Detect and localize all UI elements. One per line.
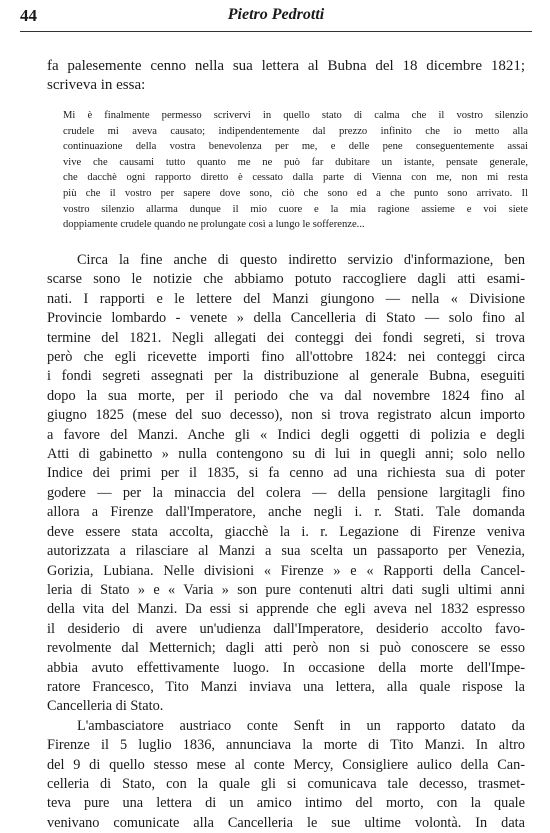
text-line: della vita del Manzi. Da essi si apprende che egli aveva nel 1832 espresso (47, 601, 525, 618)
text-line: a favore del Manzi. Anche gli « Indici degli oggetti di polizia e degli (47, 426, 525, 443)
text-line: Cancelleria di Stato. (47, 698, 164, 715)
text-line: nati. I rapporti e le lettere del Manzi giungono — nella « Divisione (47, 290, 525, 307)
text-line: celleria di Stato, con la quale gli si comunicava tale decesso, trasmet- (47, 775, 525, 792)
text-line: abbia avuto effettivamente luogo. In occasione della morte dell'Impe- (47, 659, 525, 676)
text-line: Gorizia, Lubiana. Nelle divisioni « Firenze » e « Rapporti della Cancel- (47, 562, 525, 579)
quote-line: Mi è finalmente permesso scrivervi in quello stato di calma che il vostro silenzio (63, 110, 528, 121)
text-line: termine del 1821. Negli allegati dei conteggi dei fondi segreti, si trova (47, 329, 525, 346)
text-line: del 9 di quello stesso mese al conte Mercy, Consigliere aulico della Can- (47, 756, 525, 773)
intro-paragraph (47, 57, 525, 95)
running-head: Pietro Pedrotti (227, 6, 325, 23)
text-line: Firenze il 5 luglio 1836, annunciava la morte di Tito Manzi. In altro (47, 737, 525, 754)
text-line: scarse sono le notizie che abbiamo potuto raccogliere dagli atti esami- (47, 271, 525, 288)
header-rule (20, 31, 532, 32)
quote-line: vostro silenzio allarma dunque il mio cuore e la mia ragione assieme e voi siete (63, 203, 528, 215)
page-number: 44 (20, 6, 37, 25)
quote-line: doppiamente crudele quando ne prolungate così a lungo le sofferenze... (63, 219, 365, 231)
text-line: L'ambasciatore austriaco conte Senft in un rapporto datato da (77, 717, 525, 734)
text-line: revolmente dal Metternich; dagli atti però non si può conoscere se esso (47, 640, 525, 657)
text-line: dopo la sua morte, per il periodo che va dal novembre 1824 fino al (47, 387, 525, 404)
text-line: Atti di gabinetto » nulla contengono su di lui in quegli anni; solo nello (47, 446, 525, 463)
text-line: teva pure una lettera di un amico intimo del morto, con la quale (47, 795, 525, 812)
text-line: venivano comunicate alla Cancelleria le sue ultime volontà. In data (47, 814, 525, 831)
text-line: fa palesemente cenno nella sua lettera al Bubna del 18 dicembre 1821; (47, 58, 525, 74)
text-line: però che egli ricevette importi fino all'ottobre 1824: nei conteggi circa (47, 349, 525, 366)
text-line: ratore Francesco, Tito Manzi inviava una lettera, alla quale rispose la (47, 678, 525, 695)
text-line: scriveva in essa: (47, 77, 146, 93)
text-line: giugno 1825 (mese del suo decesso), non si trova registrato alcun importo (47, 407, 525, 424)
text-line: deve essere stata accolta, giacchè la i. r. Legazione di Firenze veniva (47, 523, 525, 540)
text-line: Indice dei primi per il 1835, si fa cenno ad una richiesta sua di poter (47, 465, 525, 482)
paragraph-2 (47, 717, 525, 833)
text-line: godere — per la minaccia del colera — della pensione largitagli fino (47, 484, 525, 501)
quote-line: continuazione della vostra benevolenza per me, e delle pene conseguentemente assai (63, 141, 528, 153)
quote-line: crudele mi aveva causato; indipendentemente dal prezzo infinito che io metto alla (63, 125, 528, 137)
text-line: il desiderio di avere un'udienza dall'Imperatore, desiderio accolto favo- (47, 620, 525, 637)
body-text (47, 251, 525, 833)
text-line: leria di Stato » e « Varia » son pure contenuti altri dati sugli ultimi anni (47, 581, 525, 598)
quote-line: più che il vostro per sapere dove sono, ciò che sono ed a che punto sono arrivato. Il (63, 187, 528, 199)
block-quote (63, 108, 528, 233)
text-line: i fondi segreti assegnati per la distribuzione al generale Bubna, eseguiti (47, 368, 525, 385)
text-line: Provincie lombardo - venete » della Cancelleria di Stato — solo fino al (47, 310, 525, 327)
quote-line: vive che causami tutto quanto me ne può far dubitare un istante, pensate generale, (63, 156, 528, 168)
quote-line: che dacchè ogni rapporto diretto è cessato dalla parte di Vienna con me, non mi resta (63, 172, 528, 184)
page-header (20, 6, 532, 34)
text-line: Circa la fine anche di questo indiretto servizio d'informazione, ben (77, 252, 525, 268)
paragraph-1 (47, 251, 525, 717)
text-line: allora a Firenze dall'Imperatore, anche negli i. r. Stati. Tale domanda (47, 504, 525, 521)
text-line: autorizzata a rilasciare al Manzi a sua scelta un passaporto per Venezia, (47, 543, 525, 560)
